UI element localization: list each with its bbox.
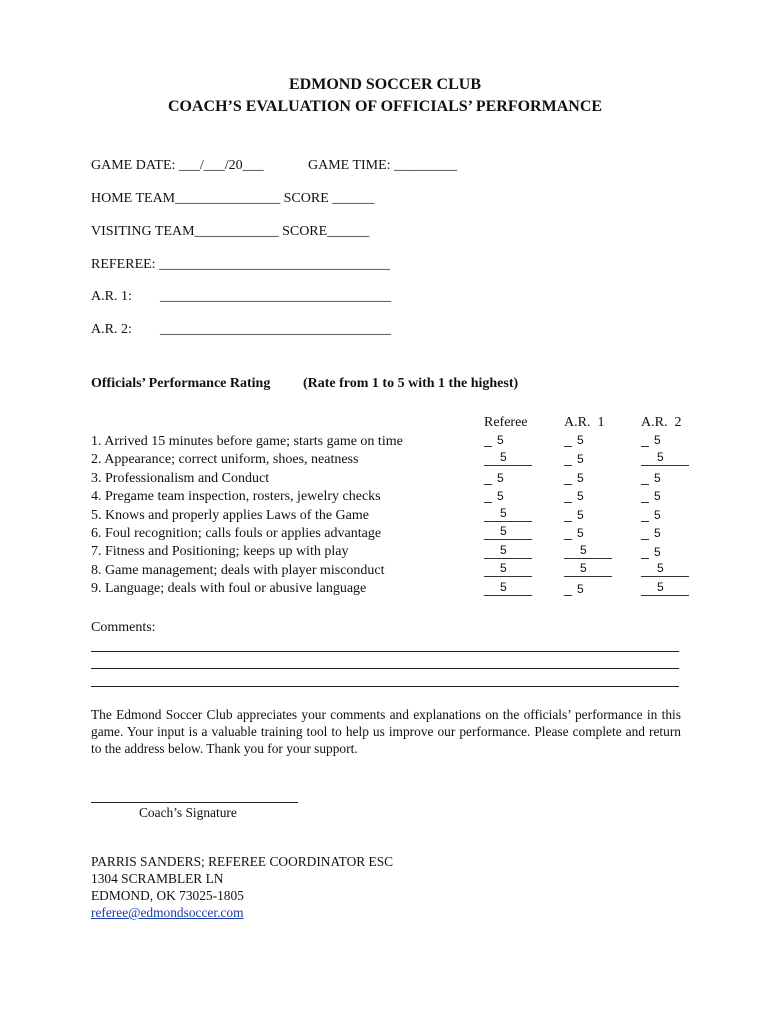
visiting-team-field: VISITING TEAM____________ SCORE______ bbox=[91, 224, 370, 239]
score-value: 5 bbox=[500, 506, 507, 520]
score-value: 5 bbox=[654, 545, 661, 559]
score-blank bbox=[484, 576, 532, 577]
score-value: 5 bbox=[580, 543, 587, 557]
score-referee-item-5[interactable] bbox=[484, 508, 534, 524]
score-referee-item-2[interactable] bbox=[484, 452, 534, 468]
criterion-8: 8. Game management; deals with player misconduct bbox=[91, 562, 385, 578]
score-ar1-item-7[interactable] bbox=[564, 545, 614, 561]
score-referee-item-8[interactable] bbox=[484, 563, 534, 579]
score-blank bbox=[564, 502, 572, 503]
score-blank bbox=[564, 595, 572, 596]
score-value: 5 bbox=[657, 561, 664, 575]
rating-criteria-list bbox=[91, 433, 403, 599]
email-link[interactable]: referee@edmondsoccer.com bbox=[91, 905, 244, 920]
comment-line-3[interactable] bbox=[91, 686, 679, 687]
score-value: 5 bbox=[500, 561, 507, 575]
score-blank bbox=[484, 446, 492, 447]
score-blank bbox=[641, 558, 649, 559]
score-value: 5 bbox=[497, 489, 504, 503]
score-blank bbox=[641, 502, 649, 503]
score-ar1-item-6[interactable] bbox=[564, 526, 614, 542]
score-blank bbox=[484, 502, 492, 503]
score-blank bbox=[564, 465, 572, 466]
score-blank bbox=[564, 484, 572, 485]
score-value: 5 bbox=[657, 450, 664, 464]
address-line-1: PARRIS SANDERS; REFEREE COORDINATOR ESC bbox=[91, 854, 394, 869]
referee-field: REFEREE: _________________________________ bbox=[91, 257, 391, 272]
criterion-1: 1. Arrived 15 minutes before game; starts game on time bbox=[91, 434, 403, 449]
score-referee-item-6[interactable] bbox=[484, 526, 534, 542]
ar1-label: A.R. 1: bbox=[91, 289, 132, 304]
score-value: 5 bbox=[654, 489, 661, 503]
score-value: 5 bbox=[500, 543, 507, 557]
score-value: 5 bbox=[577, 526, 584, 540]
score-blank bbox=[484, 558, 532, 559]
ar2-blank: _________________________________ bbox=[160, 322, 391, 337]
score-blank bbox=[564, 539, 572, 540]
address-line-2: 1304 SCRAMBLER LN bbox=[91, 871, 224, 886]
score-ar1-item-9[interactable] bbox=[564, 582, 614, 598]
score-value: 5 bbox=[577, 433, 584, 447]
ar2-label: A.R. 2: bbox=[91, 322, 132, 337]
score-ar1-item-1[interactable] bbox=[564, 433, 614, 449]
score-ar2-item-5[interactable] bbox=[641, 508, 691, 524]
game-time-field: GAME TIME: _________ bbox=[308, 158, 458, 173]
form-title: EDMOND SOCCER CLUB bbox=[288, 76, 481, 93]
score-value: 5 bbox=[500, 450, 507, 464]
score-blank bbox=[484, 595, 532, 596]
signature-label: Coach’s Signature bbox=[139, 805, 237, 820]
score-ar2-item-9[interactable] bbox=[641, 582, 691, 598]
criterion-3: 3. Professionalism and Conduct bbox=[91, 470, 270, 486]
comment-line-2[interactable] bbox=[91, 668, 679, 669]
criterion-9: 9. Language; deals with foul or abusive language bbox=[91, 581, 367, 597]
score-value: 5 bbox=[654, 433, 661, 447]
score-value: 5 bbox=[577, 471, 584, 485]
game-date-field: GAME DATE: ___/___/20___ bbox=[91, 158, 264, 173]
closing-paragraph: The Edmond Soccer Club appreciates your comments and explanations on the officials’ performance in this game. Your input is a valuable training tool to help us improve our performance. Please complete and return to the address below. Thank you for your support. bbox=[91, 707, 681, 756]
home-team-field: HOME TEAM_______________ SCORE ______ bbox=[91, 191, 375, 206]
score-value: 5 bbox=[577, 452, 584, 466]
criterion-7: 7. Fitness and Positioning; keeps up with play bbox=[91, 544, 349, 560]
criterion-2: 2. Appearance; correct uniform, shoes, neatness bbox=[91, 452, 359, 468]
score-value: 5 bbox=[654, 471, 661, 485]
score-ar2-item-6[interactable] bbox=[641, 526, 691, 542]
score-ar2-item-2[interactable] bbox=[641, 452, 691, 468]
rating-heading: Officials’ Performance Rating bbox=[91, 376, 271, 391]
score-blank bbox=[564, 576, 612, 577]
comment-line-1[interactable] bbox=[91, 651, 679, 652]
criterion-5: 5. Knows and properly applies Laws of the Game bbox=[91, 507, 369, 523]
score-value: 5 bbox=[580, 561, 587, 575]
score-blank bbox=[641, 446, 649, 447]
score-value: 5 bbox=[657, 580, 664, 594]
score-blank bbox=[484, 539, 532, 540]
score-ar1-item-3[interactable] bbox=[564, 471, 614, 487]
score-referee-item-7[interactable] bbox=[484, 545, 534, 561]
score-blank bbox=[641, 521, 649, 522]
score-ar2-item-1[interactable] bbox=[641, 433, 691, 449]
score-ar2-item-7[interactable] bbox=[641, 545, 691, 561]
address-line-3: EDMOND, OK 73025-1805 bbox=[91, 888, 244, 903]
score-ar1-item-8[interactable] bbox=[564, 563, 614, 579]
score-value: 5 bbox=[500, 524, 507, 538]
score-referee-item-9[interactable] bbox=[484, 582, 534, 598]
criterion-6: 6. Foul recognition; calls fouls or applies advantage bbox=[91, 525, 382, 541]
column-header-referee: Referee bbox=[484, 415, 528, 430]
score-blank bbox=[484, 465, 532, 466]
rating-instruction: (Rate from 1 to 5 with 1 the highest) bbox=[303, 376, 519, 391]
signature-line[interactable] bbox=[91, 802, 298, 803]
comments-label: Comments: bbox=[91, 620, 156, 635]
column-header-ar2: A.R. 2 bbox=[641, 415, 682, 430]
score-value: 5 bbox=[577, 489, 584, 503]
score-referee-item-1[interactable] bbox=[484, 433, 534, 449]
criterion-4: 4. Pregame team inspection, rosters, jewelry checks bbox=[91, 489, 381, 505]
score-ar2-item-4[interactable] bbox=[641, 489, 691, 505]
score-ar1-item-4[interactable] bbox=[564, 489, 614, 505]
score-blank bbox=[641, 484, 649, 485]
column-header-ar1: A.R. 1 bbox=[564, 415, 605, 430]
score-value: 5 bbox=[577, 508, 584, 522]
score-blank bbox=[484, 521, 532, 522]
score-blank bbox=[564, 558, 612, 559]
score-value: 5 bbox=[497, 433, 504, 447]
score-referee-item-4[interactable] bbox=[484, 489, 534, 505]
score-ar2-item-3[interactable] bbox=[641, 471, 691, 487]
score-blank bbox=[564, 521, 572, 522]
score-blank bbox=[484, 484, 492, 485]
score-blank bbox=[641, 595, 689, 596]
score-blank bbox=[641, 539, 649, 540]
score-value: 5 bbox=[577, 582, 584, 596]
form-subtitle: COACH’S EVALUATION OF OFFICIALS’ PERFORMANCE bbox=[167, 98, 603, 115]
ar1-blank: _________________________________ bbox=[160, 289, 391, 304]
score-value: 5 bbox=[654, 526, 661, 540]
score-blank bbox=[641, 465, 689, 466]
score-referee-item-3[interactable] bbox=[484, 471, 534, 487]
score-ar1-item-2[interactable] bbox=[564, 452, 614, 468]
score-value: 5 bbox=[654, 508, 661, 522]
score-blank bbox=[641, 576, 689, 577]
score-value: 5 bbox=[497, 471, 504, 485]
score-value: 5 bbox=[500, 580, 507, 594]
score-ar2-item-8[interactable] bbox=[641, 563, 691, 579]
score-blank bbox=[564, 446, 572, 447]
score-ar1-item-5[interactable] bbox=[564, 508, 614, 524]
